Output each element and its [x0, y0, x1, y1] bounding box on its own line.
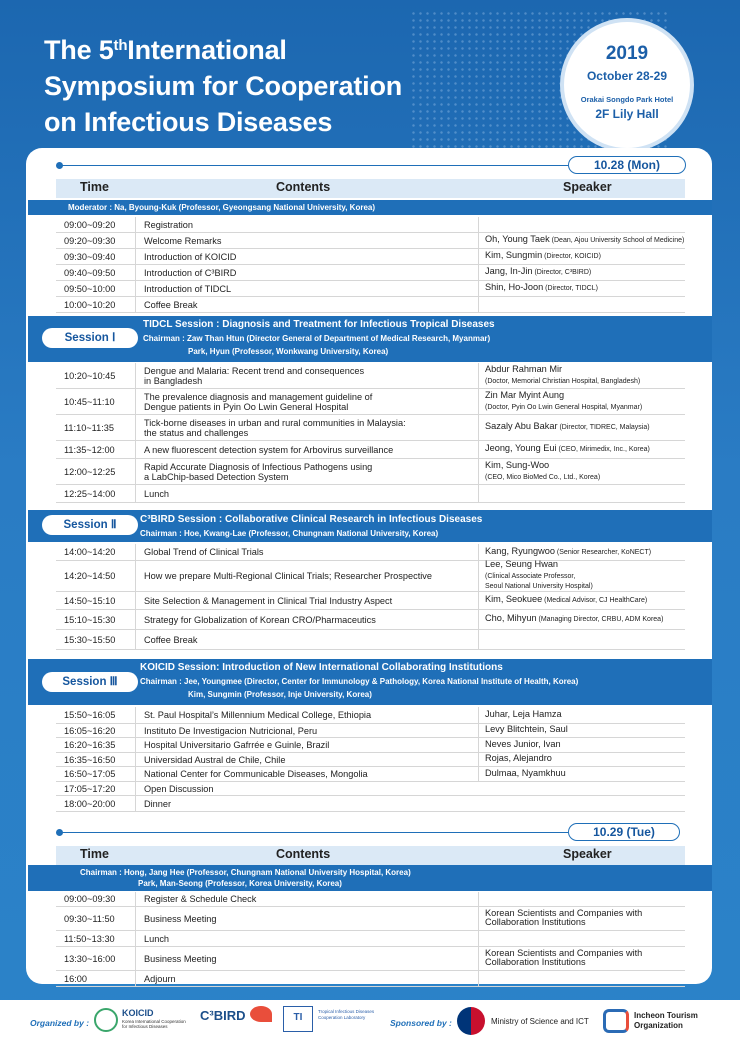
- speaker-name: Rojas, Alejandro: [485, 753, 552, 764]
- table-row: [56, 892, 685, 907]
- table-row: [56, 724, 685, 738]
- speaker-affiliation: (Dean, Ajou University School of Medicine): [549, 237, 685, 245]
- row-content: Rapid Accurate Diagnosis of Infectious Pathogens using a LabChip-based Detection System: [136, 459, 479, 484]
- day-line: [60, 832, 568, 833]
- row-speaker: [479, 707, 685, 723]
- session1-label: Session Ⅰ: [42, 328, 138, 348]
- row-speaker: [479, 753, 685, 766]
- hotel: Orakai Songdo Park Hotel: [580, 95, 674, 104]
- table-row: [56, 767, 685, 782]
- table-row: [56, 544, 685, 561]
- row-speaker: [479, 217, 685, 232]
- session3-label: Session Ⅲ: [42, 672, 138, 692]
- row-time: 09:20~09:30: [56, 233, 136, 248]
- row-time: 09:00~09:30: [56, 892, 136, 906]
- table-row: [56, 707, 685, 724]
- speaker-affiliation: (Clinical Associate Professor, Seoul National University Hospital): [485, 572, 593, 591]
- row-time: 10:00~10:20: [56, 297, 136, 312]
- session1-chair2: Park, Hyun (Professor, Wonkwang University, Korea): [188, 347, 389, 356]
- table-row: [56, 415, 685, 441]
- ministry-name: Ministry of Science and ICT: [491, 1017, 589, 1026]
- speaker-name: Jang, In-Jin: [485, 266, 533, 277]
- row-speaker: [479, 738, 685, 752]
- row-time: 09:40~09:50: [56, 265, 136, 280]
- row-content: Universidad Austral de Chile, Chile: [136, 753, 479, 766]
- table-row: [56, 796, 685, 812]
- footer: [0, 1000, 740, 1047]
- row-content: Site Selection & Management in Clinical Trial Industry Aspect: [136, 592, 479, 609]
- speaker-name: Juhar, Leja Hamza: [485, 708, 562, 719]
- row-content: Lunch: [136, 485, 479, 502]
- table-row: [56, 217, 685, 233]
- table-row: [56, 561, 685, 592]
- table-row: [56, 459, 685, 485]
- speaker-affiliation: (Director, TIDREC, Malaysia): [557, 424, 650, 432]
- table-header: Time Contents Speaker: [56, 846, 685, 865]
- day2-label: 10.29 (Tue): [568, 823, 680, 841]
- row-speaker: [479, 363, 685, 388]
- row-content: How we prepare Multi-Regional Clinical Trials; Researcher Prospective: [136, 561, 479, 591]
- table-row: [56, 947, 685, 971]
- row-time: 17:05~17:20: [56, 782, 136, 795]
- row-time: 09:00~09:20: [56, 217, 136, 232]
- row-speaker: [479, 931, 685, 946]
- speaker-affiliation: (Director, C³BIRD): [532, 269, 592, 277]
- table-row: [56, 782, 685, 796]
- day-line: [60, 165, 568, 166]
- row-content: Dengue and Malaria: Recent trend and consequences in Bangladesh: [136, 363, 479, 388]
- row-content: Tick-borne diseases in urban and rural communities in Malaysia: the status and challenges: [136, 415, 479, 440]
- row-speaker: [479, 767, 685, 781]
- row-content: National Center for Communicable Diseases, Mongolia: [136, 767, 479, 781]
- speaker-affiliation: (Medical Advisor, CJ HealthCare): [542, 597, 648, 605]
- row-speaker: [479, 724, 685, 737]
- row-time: 16:50~17:05: [56, 767, 136, 781]
- row-time: 15:10~15:30: [56, 610, 136, 629]
- table-row: [56, 265, 685, 281]
- year: 2019: [605, 43, 649, 64]
- speaker-name: Kim, Sungmin: [485, 250, 543, 261]
- row-time: 14:00~14:20: [56, 544, 136, 560]
- row-speaker: [479, 297, 685, 312]
- row-time: 11:10~11:35: [56, 415, 136, 440]
- row-content: The prevalence diagnosis and management guideline of Dengue patients in Pyin Oo Lwin General Hospital: [136, 389, 479, 414]
- row-content: Registration: [136, 217, 479, 232]
- tidcl-logo-icon: TI: [283, 1006, 313, 1032]
- row-time: 16:20~16:35: [56, 738, 136, 752]
- speaker-name: Dulmaa, Nyamkhuu: [485, 767, 566, 778]
- table-row: [56, 753, 685, 767]
- row-time: 16:05~16:20: [56, 724, 136, 737]
- row-content: Dinner: [144, 798, 172, 809]
- row-time: 09:30~11:50: [56, 907, 136, 930]
- table-row: [56, 297, 685, 313]
- bird-icon: [250, 1006, 272, 1022]
- row-speaker: [479, 592, 685, 609]
- row-speaker: [479, 610, 685, 629]
- speaker-name: Zin Mar Myint Aung: [485, 390, 565, 400]
- row-speaker: [479, 561, 685, 591]
- speaker-name: Abdur Rahman Mir: [485, 364, 563, 374]
- speaker-name: Levy Blitchtein, Saul: [485, 724, 568, 735]
- row-content: Coffee Break: [136, 630, 479, 649]
- date-badge: [560, 18, 694, 152]
- row-time: 18:00~20:00: [56, 796, 136, 811]
- organized-label: Organized by :: [30, 1018, 90, 1028]
- ministry-emblem-icon: [457, 1007, 485, 1035]
- row-content: Welcome Remarks: [136, 233, 479, 248]
- row-content: Instituto De Investigacion Nutricional, Peru: [136, 724, 479, 737]
- koicid-sub: Korea International Cooperation for Infectious Diseases: [122, 1019, 186, 1029]
- row-content: St. Paul Hospital’s Millennium Medical College, Ethiopia: [136, 707, 479, 723]
- speaker-name: Kim, Seokuee: [485, 594, 543, 605]
- row-speaker: [479, 892, 685, 906]
- speaker-name: Shin, Ho-Joon: [485, 282, 544, 293]
- speaker-affiliation: (CEO, Mico BioMed Co., Ltd., Korea): [485, 473, 601, 481]
- speaker-affiliation: (CEO, Mirimedix, Inc., Korea): [556, 446, 650, 454]
- speaker-name: Oh, Young Taek: [485, 234, 550, 245]
- row-speaker: [479, 415, 685, 440]
- table-row: [56, 233, 685, 249]
- row-time: 13:30~16:00: [56, 947, 136, 970]
- row-content: Hospital Universitario Gafrrée e Guinle, Brazil: [136, 738, 479, 752]
- row-speaker: [479, 281, 685, 296]
- c3bird-logo: C³BIRD: [200, 1008, 246, 1023]
- sponsored-label: Sponsored by :: [390, 1018, 452, 1028]
- table-row: [56, 249, 685, 265]
- row-content: Adjourn: [136, 971, 479, 986]
- row-content: Open Discussion: [144, 783, 214, 794]
- day1-label: 10.28 (Mon): [568, 156, 686, 174]
- koicid-name: KOICID: [122, 1008, 154, 1018]
- table-row: [56, 971, 685, 987]
- row-time: 10:45~11:10: [56, 389, 136, 414]
- table-row: [56, 738, 685, 753]
- table-row: [56, 610, 685, 630]
- row-speaker: [479, 459, 685, 484]
- row-content: Business Meeting: [136, 947, 479, 970]
- row-speaker: [479, 265, 685, 280]
- table-row: [56, 630, 685, 650]
- tidcl-name: Tropical Infectious Diseases Cooperation Laboratory: [318, 1009, 375, 1020]
- speaker-affiliation: (Doctor, Pyin Oo Lwin General Hospital, Myanmar): [485, 403, 643, 411]
- speaker-name: Neves Junior, Ivan: [485, 738, 561, 749]
- page-title: The 5thInternational Symposium for Cooperation on Infectious Diseases: [44, 35, 403, 137]
- row-speaker: [479, 389, 685, 414]
- row-speaker: [479, 233, 685, 248]
- speaker-name: Korean Scientists and Companies with Collaboration Institutions: [485, 947, 643, 967]
- row-time: 14:20~14:50: [56, 561, 136, 591]
- row-time: 15:50~16:05: [56, 707, 136, 723]
- session2-label: Session Ⅱ: [42, 515, 138, 535]
- row-time: 12:00~12:25: [56, 459, 136, 484]
- hall: 2F Lily Hall: [595, 107, 659, 121]
- speaker-affiliation: (Managing Director, CRBU, ADM Korea): [536, 616, 664, 624]
- day2-chair: Chairman : Hong, Jang Hee (Professor, Chungnam National University Hospital, Korea): [80, 868, 411, 877]
- incheon-logo-icon: [603, 1009, 629, 1033]
- row-time: 16:00: [56, 971, 136, 986]
- session3-chair: Chairman : Jee, Youngmee (Director, Center for Immunology & Pathology, Korea National Institute of Health, Korea): [140, 677, 579, 686]
- day2-chair-bar: [28, 865, 712, 891]
- row-content: Lunch: [136, 931, 479, 946]
- row-content: Introduction of C³BIRD: [136, 265, 479, 280]
- speaker-affiliation: (Senior Researcher, KoNECT): [554, 548, 652, 556]
- row-time: 15:30~15:50: [56, 630, 136, 649]
- dates: October 28-29: [586, 69, 668, 83]
- row-content: Register & Schedule Check: [136, 892, 479, 906]
- speaker-affiliation: (Director, TIDCL): [543, 285, 598, 293]
- row-speaker: [479, 544, 685, 560]
- table-row: [56, 931, 685, 947]
- session1-chair: Chairman : Zaw Than Htun (Director General of Department of Medical Research, Myanmar): [143, 334, 491, 343]
- speaker-name: Korean Scientists and Companies with Collaboration Institutions: [485, 907, 643, 927]
- row-content: Business Meeting: [136, 907, 479, 930]
- speaker-name: Jeong, Young Eui: [485, 443, 557, 454]
- speaker-name: Lee, Seung Hwan: [485, 559, 559, 570]
- koicid-logo-icon: [94, 1008, 118, 1032]
- row-time: 11:35~12:00: [56, 441, 136, 458]
- row-speaker: [479, 485, 685, 502]
- table-row: [56, 441, 685, 459]
- table-row: [56, 389, 685, 415]
- row-time: 12:25~14:00: [56, 485, 136, 502]
- row-content: Introduction of KOICID: [136, 249, 479, 264]
- row-content: Strategy for Globalization of Korean CRO/Pharmaceutics: [136, 610, 479, 629]
- row-time: 11:50~13:30: [56, 931, 136, 946]
- row-speaker: [479, 249, 685, 264]
- session1-title: TIDCL Session : Diagnosis and Treatment for Infectious Tropical Diseases: [143, 319, 495, 330]
- row-speaker: [479, 947, 685, 970]
- speaker-affiliation: (Doctor, Memorial Christian Hospital, Bangladesh): [485, 377, 641, 385]
- day2-chair2: Park, Man-Seong (Professor, Korea University, Korea): [138, 879, 342, 888]
- incheon-name: Incheon Tourism Organization: [634, 1011, 698, 1030]
- row-content: Introduction of TIDCL: [136, 281, 479, 296]
- row-content: A new fluorescent detection system for Arbovirus surveillance: [136, 441, 479, 458]
- row-speaker: [479, 907, 685, 930]
- speaker-name: Kang, Ryungwoo: [485, 545, 555, 556]
- speaker-name: Sazaly Abu Bakar: [485, 421, 558, 432]
- table-row: [56, 363, 685, 389]
- session2-title: C³BIRD Session : Collaborative Clinical Research in Infectious Diseases: [140, 514, 483, 525]
- speaker-name: Cho, Mihyun: [485, 613, 537, 624]
- row-time: 14:50~15:10: [56, 592, 136, 609]
- row-speaker: [479, 441, 685, 458]
- row-time: 16:35~16:50: [56, 753, 136, 766]
- row-time: 10:20~10:45: [56, 363, 136, 388]
- session3-title: KOICID Session: Introduction of New International Collaborating Institutions: [140, 662, 503, 673]
- row-time: 09:30~09:40: [56, 249, 136, 264]
- speaker-name: Kim, Sung-Woo: [485, 460, 550, 470]
- row-content: Global Trend of Clinical Trials: [136, 544, 479, 560]
- table-header: Time Contents Speaker: [56, 179, 685, 198]
- session3-chair2: Kim, Sungmin (Professor, Inje University, Korea): [188, 690, 372, 699]
- row-time: 09:50~10:00: [56, 281, 136, 296]
- table-row: [56, 907, 685, 931]
- table-row: [56, 485, 685, 503]
- row-speaker: [479, 971, 685, 986]
- table-row: [56, 592, 685, 610]
- speaker-affiliation: (Director, KOICID): [542, 253, 601, 261]
- row-speaker: [479, 630, 685, 649]
- table-row: [56, 281, 685, 297]
- row-content: Coffee Break: [136, 297, 479, 312]
- session2-chair: Chairman : Hoe, Kwang-Lae (Professor, Chungnam National University, Korea): [140, 529, 439, 538]
- moderator-bar: Moderator : Na, Byoung-Kuk (Professor, Gyeongsang National University, Korea): [28, 200, 712, 215]
